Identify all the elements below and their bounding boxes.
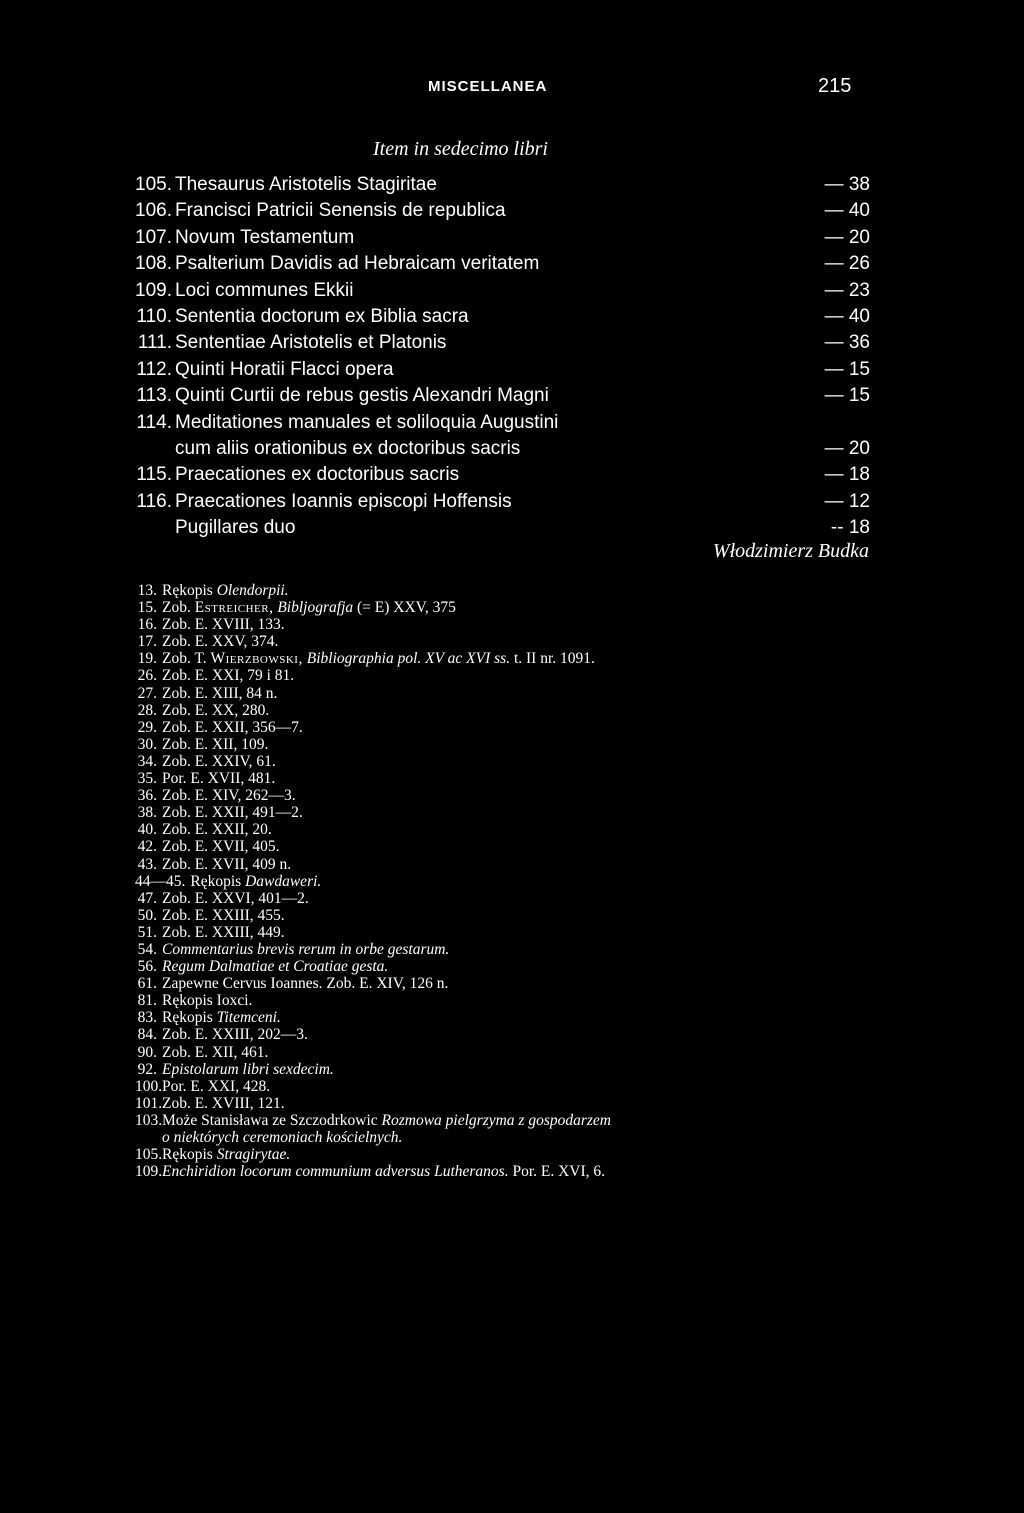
footnote: [135, 890, 895, 907]
footnote-number: 17.: [137, 633, 157, 651]
book-number: 110.: [136, 305, 172, 327]
book-price: — 40: [824, 200, 870, 222]
footnote-italic: Bibliographia pol. XV ac XVI ss.: [306, 650, 511, 668]
book-price: — 26: [824, 253, 870, 275]
footnote-text: Zob. E. XXII, 20.: [162, 821, 272, 839]
footnote: [135, 924, 895, 941]
book-row: [130, 410, 870, 436]
book-row: [130, 462, 870, 488]
footnote: [135, 736, 895, 753]
footnote: [135, 787, 895, 804]
book-number: 116.: [136, 490, 172, 512]
book-row: [130, 515, 870, 541]
footnote-number: 28.: [137, 701, 157, 719]
footnote-text: Zob. T.: [162, 650, 211, 668]
footnote-author: Estreicher,: [194, 599, 274, 617]
footnote: [135, 821, 895, 838]
footnote-italic: o niektórych ceremoniach kościelnych.: [162, 1129, 403, 1146]
footnote-text: Por. E. XVI, 6.: [512, 1163, 606, 1181]
footnote: [135, 856, 895, 873]
footnote-italic: Rozmowa pielgrzyma z gospodarzem: [381, 1111, 612, 1129]
footnote: [135, 907, 895, 924]
footnote-number: 54.: [137, 940, 157, 958]
footnote-text: Zob. E. XXIII, 202—3.: [162, 1026, 308, 1044]
footnote-number: 103.: [135, 1111, 163, 1129]
book-price: — 20: [824, 226, 870, 248]
book-price: — 15: [824, 385, 870, 407]
footnote-italic: Epistolarum libri sexdecim.: [162, 1060, 334, 1078]
footnote-text: Zob. E. XIV, 262—3.: [162, 787, 296, 805]
book-title: cum aliis orationibus ex doctoribus sacris: [175, 437, 521, 459]
footnote-text: Zob. E. XXI, 79 i 81.: [162, 667, 295, 685]
footnote: [135, 1009, 895, 1026]
footnote-number: 47.: [137, 889, 157, 907]
footnote-number: 42.: [137, 838, 157, 856]
book-price: — 20: [824, 437, 870, 459]
footnote-author: Wierzbowski,: [210, 650, 303, 668]
footnote: [135, 873, 895, 890]
footnote-number: 51.: [137, 923, 157, 941]
book-number: 114.: [136, 411, 172, 433]
footnote: [135, 702, 895, 719]
footnote-italic: Dawdaweri.: [245, 872, 322, 890]
footnote: [135, 685, 895, 702]
running-title: MISCELLANEA: [428, 78, 548, 95]
footnote: [135, 1095, 895, 1112]
footnote-number: 56.: [137, 958, 157, 976]
book-row: [130, 357, 870, 383]
footnote-number: 90.: [137, 1043, 157, 1061]
footnote-text: Rękopis: [190, 872, 246, 890]
book-title: Meditationes manuales et soliloquia Augustini: [175, 411, 559, 433]
footnote-number: 43.: [137, 855, 157, 873]
footnote: [135, 992, 895, 1009]
footnote-continuation: [135, 1129, 895, 1146]
book-list: [130, 172, 870, 541]
footnote-number: 29.: [137, 718, 157, 736]
footnote-number: 105.: [135, 1146, 163, 1164]
footnote-text: Zob. E. XXII, 491—2.: [162, 804, 303, 822]
footnotes: [135, 582, 895, 1180]
book-title: Pugillares duo: [175, 517, 296, 539]
book-row: [130, 383, 870, 409]
footnote-number: 109.: [135, 1163, 163, 1181]
footnote-number: 84.: [137, 1026, 157, 1044]
book-price: — 38: [824, 174, 870, 195]
footnote-number: 36.: [137, 787, 157, 805]
footnote: [135, 582, 895, 599]
footnote-text: Zob. E. XXII, 356—7.: [162, 718, 303, 736]
footnote-italic: Titemceni.: [216, 1009, 281, 1027]
book-number: 106.: [135, 200, 172, 222]
footnote-number: 15.: [137, 599, 157, 617]
footnote-text: Zapewne Cervus Ioannes. Zob. E. XIV, 126 n.: [162, 975, 449, 993]
footnote-text: Rękopis: [162, 1146, 217, 1164]
footnote: [135, 633, 895, 650]
book-row: [130, 436, 870, 462]
book-title: Quinti Curtii de rebus gestis Alexandri Magni: [175, 385, 549, 407]
footnote: [135, 770, 895, 787]
footnote-number: 83.: [137, 1009, 157, 1027]
book-price: — 23: [824, 279, 870, 301]
book-title: Novum Testamentum: [175, 226, 355, 248]
footnote-number: 26.: [137, 667, 157, 685]
book-row: [130, 225, 870, 251]
footnote: [135, 838, 895, 855]
footnote-italic: Stragirytae.: [216, 1146, 291, 1164]
footnote-number: 100.: [135, 1077, 163, 1095]
book-row: [130, 198, 870, 224]
footnote: [135, 1078, 895, 1095]
footnote-text: Może Stanisława ze Szczodrkowic: [162, 1111, 382, 1129]
book-title: Sententia doctorum ex Biblia sacra: [175, 305, 469, 327]
book-row: [130, 251, 870, 277]
book-row: [130, 304, 870, 330]
footnote-number: 40.: [137, 821, 157, 839]
footnote-text: Zob. E. XXVI, 401—2.: [162, 889, 309, 907]
book-number: 115.: [136, 464, 172, 486]
footnote-number: 101.: [135, 1094, 163, 1112]
footnote-text: Por. E. XXI, 428.: [162, 1077, 271, 1095]
footnote: [135, 753, 895, 770]
book-number: 108.: [135, 253, 172, 275]
book-title: Loci communes Ekkii: [175, 279, 354, 301]
book-price: — 15: [824, 358, 870, 380]
book-number: 109.: [135, 279, 172, 301]
footnote: [135, 1044, 895, 1061]
footnote-number: 92.: [137, 1060, 157, 1078]
footnote-number: 16.: [137, 616, 157, 634]
book-row: [130, 172, 870, 198]
footnote-number: 61.: [137, 975, 157, 993]
footnote-text: Zob. E. XXIII, 455.: [162, 906, 285, 924]
footnote-text: Rękopis: [162, 1009, 217, 1027]
book-title: Francisci Patricii Senensis de republica: [175, 200, 506, 222]
footnote-number: 19.: [137, 650, 157, 668]
footnote: [135, 1146, 895, 1163]
footnote-text: Zob. E. XVIII, 121.: [162, 1094, 285, 1112]
footnote-number: 30.: [137, 735, 157, 753]
footnote-number: 13.: [137, 582, 157, 599]
book-price: — 12: [824, 490, 870, 512]
footnote-italic: Bibljografja: [277, 599, 354, 617]
author-signature: Włodzimierz Budka: [712, 540, 869, 562]
footnote-text: (= E) XXV, 375: [357, 599, 456, 617]
footnote-italic: Commentarius brevis rerum in orbe gestarum.: [162, 940, 450, 958]
footnote: [135, 804, 895, 821]
footnote: [135, 719, 895, 736]
footnote-text: Zob. E. XII, 461.: [162, 1043, 269, 1061]
footnote-text: Zob. E. XX, 280.: [162, 701, 270, 719]
footnote-text: Por. E. XVII, 481.: [162, 770, 276, 788]
footnote: [135, 1061, 895, 1078]
book-title: Thesaurus Aristotelis Stagiritae: [175, 174, 437, 195]
footnote: [135, 599, 895, 616]
footnote-italic: Regum Dalmatiae et Croatiae gesta.: [162, 958, 389, 976]
footnote-text: Zob. E. XXV, 374.: [162, 633, 279, 651]
footnote-number: 81.: [137, 992, 157, 1010]
footnote-text: t. II nr. 1091.: [513, 650, 595, 668]
footnote: [135, 1026, 895, 1043]
footnote: [135, 650, 895, 667]
footnote-text: Zob.: [162, 599, 195, 617]
page-number: 215: [818, 75, 852, 97]
book-price: -- 18: [830, 517, 870, 539]
footnote-number: 27.: [137, 684, 157, 702]
book-price: — 40: [824, 305, 870, 327]
book-row: [130, 330, 870, 356]
footnote-text: Rękopis Ioxci.: [162, 992, 253, 1010]
book-title: Sententiae Aristotelis et Platonis: [175, 332, 447, 354]
footnote: [135, 616, 895, 633]
footnote-text: Zob. E. XII, 109.: [162, 735, 269, 753]
footnote: [135, 941, 895, 958]
book-price: — 36: [824, 332, 870, 354]
footnote-italic: Enchiridion locorum communium adversus Lutheranos.: [162, 1163, 509, 1181]
book-row: [130, 489, 870, 515]
book-title: Praecationes ex doctoribus sacris: [175, 464, 460, 486]
footnote-text: Zob. E. XVII, 409 n.: [162, 855, 292, 873]
footnote-text: Zob. E. XIII, 84 n.: [162, 684, 278, 702]
book-number: 112.: [136, 358, 172, 380]
book-row: [130, 278, 870, 304]
book-number: 107.: [135, 226, 172, 248]
footnote-text: Zob. E. XVII, 405.: [162, 838, 280, 856]
footnote: [135, 975, 895, 992]
section-heading: Item in sedecimo libri: [373, 138, 548, 160]
footnote-text: Zob. E. XXIII, 449.: [162, 923, 285, 941]
footnote-number: 50.: [137, 906, 157, 924]
book-number: 113.: [136, 385, 172, 407]
footnote-number: 44—45.: [135, 872, 186, 890]
footnote: [135, 958, 895, 975]
running-header: [0, 75, 1024, 102]
footnote: [135, 1112, 895, 1129]
footnote-italic: Olendorpii.: [216, 582, 289, 599]
footnote-text: Zob. E. XXIV, 61.: [162, 752, 276, 770]
book-number: 105.: [135, 174, 172, 195]
footnote-number: 34.: [137, 752, 157, 770]
book-title: Praecationes Ioannis episcopi Hoffensis: [175, 490, 512, 512]
footnote: [135, 1163, 895, 1180]
footnote-text: Zob. E. XVIII, 133.: [162, 616, 285, 634]
footnote-text: Rękopis: [162, 582, 217, 599]
footnote: [135, 667, 895, 684]
footnote-number: 35.: [137, 770, 157, 788]
footnote-number: 38.: [137, 804, 157, 822]
book-title: Psalterium Davidis ad Hebraicam veritatem: [175, 253, 540, 275]
book-title: Quinti Horatii Flacci opera: [175, 358, 394, 380]
book-number: 111.: [137, 332, 172, 354]
book-price: — 18: [824, 464, 870, 486]
